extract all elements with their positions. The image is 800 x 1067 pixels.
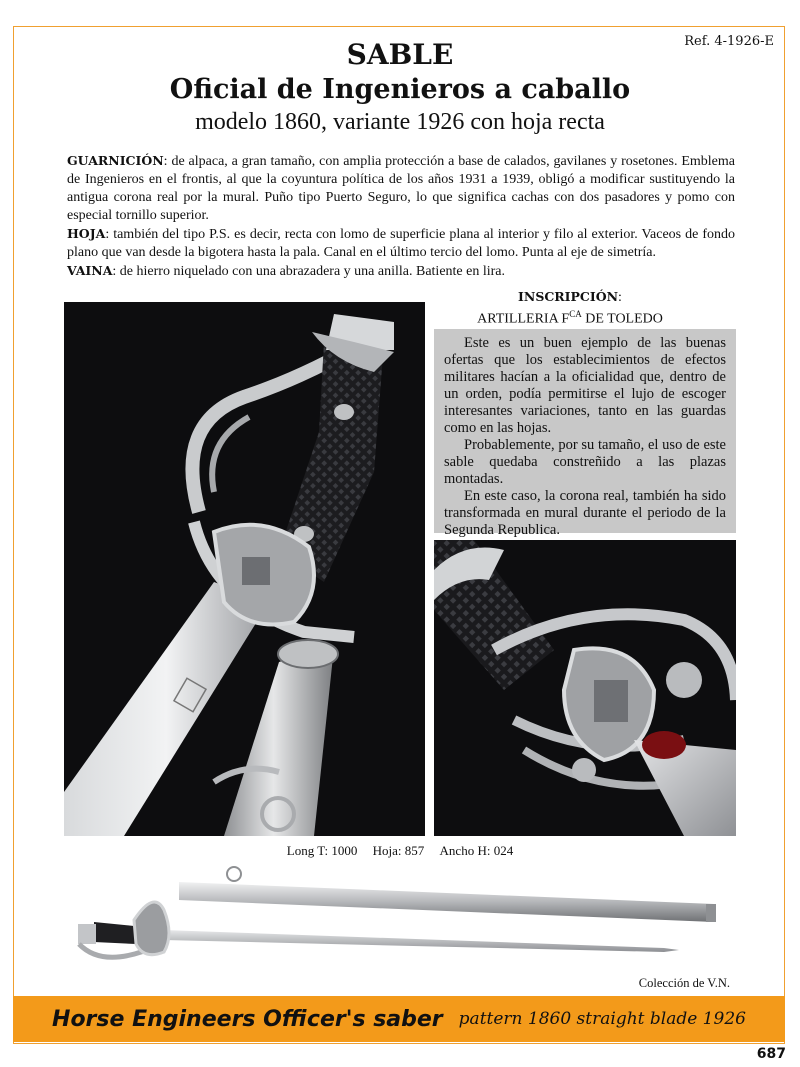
page-subtitle: Oficial de Ingenieros a caballo [169,74,631,105]
hilt-photo [64,302,425,836]
banner-subtitle: pattern 1860 straight blade 1926 [458,1009,746,1029]
hoja-text: : también del tipo P.S. es decir, recta con lomo de superficie plana al interior y filo al exterior. Vaceos de fondo plano que van desde la bigotera hasta la pala. Canal en el último tercio del lomo. Punta al eje de simetría. [67,227,735,260]
guard-closeup-drawing [434,540,736,836]
page-number: 687 [756,1046,786,1062]
vaina-label: VAINA [67,263,113,278]
page-title: SABLE [346,38,454,71]
hilt-photo-drawing [64,302,425,836]
inscription [440,288,700,328]
dimension-length: Long T: 1000 [286,843,358,858]
page-model-line: modelo 1860, variante 1926 con hoja recta [195,109,605,135]
guard-closeup-photo [434,540,736,836]
guarnicion-label: GUARNICIÓN [67,153,164,168]
dimensions [0,843,800,859]
historical-note [434,329,736,538]
reference-code: Ref. 4-1926-E [684,34,774,49]
dimension-width: Ancho H: 024 [439,843,514,858]
banner-title: Horse Engineers Officer's saber [52,1006,443,1032]
note-paragraph: En este caso, la corona real, también ha sido transformada en mural durante el periodo de la Segunda Republica. [444,488,726,538]
inscription-text: ARTILLERIA $F^{CA}$ DE TOLEDO [477,309,663,327]
description [67,152,735,281]
english-banner [13,996,785,1042]
full-saber-photo [64,860,724,970]
guarnicion-text: : de alpaca, a gran tamaño, con amplia protección a base de calados, gavilanes y rosetones. Emblema de Ingenieros en el frontis, al que la coyuntura política de los años 1931 a 1939, obligó a modificar sustituyendo la antigua corona real por la mural. Puño tipo Puerto Seguro, lo que significa cachas con dos pasadores y pomo con especial tornillo superior. [67,154,735,223]
hoja-label: HOJA [67,226,106,241]
dimension-blade: Hoja: 857 [372,843,425,858]
inscription-label: INSCRIPCIÓN [518,289,619,304]
note-paragraph: Este es un buen ejemplo de las buenas ofertas que los establecimientos de efectos militares hacían a la oficialidad que, dentro de un orden, podía permitirse el lujo de escoger interesantes variaciones, tanto en las guardas como en las hojas. [444,335,726,436]
collection-credit: Colección de V.N. [638,976,730,990]
full-saber-drawing [64,860,724,970]
inscription-colon: : [618,290,622,305]
title-block [0,38,800,136]
note-paragraph: Probablemente, por su tamaño, el uso de este sable quedaba constreñido a las plazas montadas. [444,437,726,487]
vaina-text: : de hierro niquelado con una abrazadera y una anilla. Batiente en lira. [112,264,506,279]
